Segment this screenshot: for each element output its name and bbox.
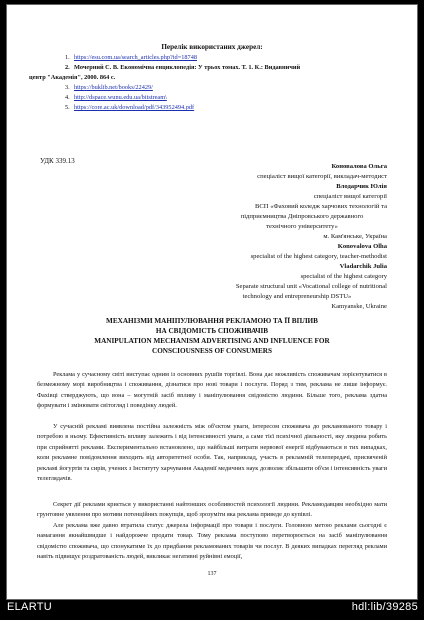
page-number: 137	[207, 571, 217, 577]
reference-item	[65, 104, 194, 111]
reference-item	[65, 84, 153, 91]
author-affiliation-en: technology and entrepreneurship DSTU»	[242, 293, 352, 300]
author-affiliation-en: Separate structural unit «Vocational college of nutritional	[235, 283, 387, 290]
reference-number: 3.	[65, 84, 70, 91]
reference-link[interactable]: https://esu.com.ua/search_articles.php?id=18748	[74, 54, 197, 61]
reference-number: 5.	[65, 104, 70, 111]
footer-handle: hdl:lib/39285	[351, 601, 418, 613]
reference-text: Мочерний С. В. Економічна енциклопедія: У трьох томах. Т. 1. К.: Видавничий	[74, 64, 301, 71]
author-affiliation: підприємництва Дніпровського державного	[240, 213, 364, 220]
reference-link[interactable]: http://dspace.wunu.edu.ua/bitstream\	[74, 94, 167, 101]
reference-link[interactable]: https://buklib.net/books/22429/	[74, 84, 153, 91]
reference-text-continued: центр "Академія", 2000. 864 с.	[29, 74, 116, 81]
article-title-en: CONSCIOUSNESS OF CONSUMERS	[152, 347, 272, 355]
article-title-ua: НА СВІДОМІСТЬ СПОЖИВАЧІВ	[155, 327, 269, 335]
footer-repository-label: ELARTU	[7, 601, 52, 613]
body-paragraph: Реклама у сучасному світі виступає одним із основних рушіїв торгівлі. Вона дає можливість споживачам зорієнтуватися в безмежному морі виробництва і споживання, дізнатися про нові товари і послуги. Поряд з тим, реклама не лише інформує. Фахівці стверджують, що вона – могутній засіб впливу і маніпулювання свідомістю людини. Більше того, реклама здатна формувати і змінювати світогляд і поведінку людей.	[37, 371, 387, 410]
udk-code: УДК 339.13	[40, 157, 75, 165]
body-paragraph: Секрет дії реклами криється у використанні найтонших особливостей психології людини. Рекламодавцям необхідно мати грунтовне уявлення про мотиви потенційних покупців, щоб зрозуміти яка реклама приведе до купівлі.	[37, 501, 387, 519]
article-title-ua: МЕХАНІЗМИ МАНІПУЛЮВАННЯ РЕКЛАМОЮ ТА ЇЇ ВПЛИВ	[106, 317, 318, 325]
author-location: м. Кам'янське, Україна	[323, 233, 387, 240]
reference-number: 2.	[65, 64, 70, 71]
body-paragraph: У сучасній рекламі виявлена постійна залежність між об'єктом уваги, інтересом споживача до рекламованого товару і потребою в ньому. Ефективність впливу залежить і від інтенсивності уваги, а саме тієї психічної діяльності, яку людина робить при сприйнятті реклами. Експериментально встановлено, що найбільші витрати нервової енергії відбуваються в тих випадках, коли рекламне повідомлення виходить від авторитетної особи. Так, наприклад, участь в рекламній телепередачі, присвяченій рекламі йогуртів та сирів, учених з Інституту харчування Академії медичних наук дозволяє збільшити об'єм і інтенсивність уваги телеглядачів.	[37, 423, 387, 483]
body-paragraph: Але реклама вже давно втратила статус джерела інформації про товари і послуги. Головною метою реклами сьогодні є намагання якнайшвидше і найдорожче продати товар. Тому реклама поступово перетворюється на засіб маніпулювання свідомістю споживача, що спонукатиме їх до придбання рекламованих товарів чи послуг. В деяких випадках перегляд реклами навіть підвищує роздратованість людей, викликає негативні руйнівні емоції,	[37, 522, 387, 561]
author-name: Влодарчик Юлія	[336, 183, 387, 190]
reference-number: 1.	[65, 54, 70, 61]
article-title-en: MANIPULATION MECHANISM ADVERTISING AND INFLUENCE FOR	[94, 337, 330, 345]
references-heading: Перелік використаних джерел:	[161, 43, 263, 51]
author-name-en: Konovalova Olha	[337, 243, 387, 250]
author-name-en: Vladarchik Julia	[339, 263, 387, 270]
reference-number: 4.	[65, 94, 70, 101]
author-name: Коновалова Ольга	[331, 163, 387, 170]
reference-link[interactable]: https://core.ac.uk/download/pdf/343952494.pdf	[74, 104, 195, 111]
reference-item	[65, 54, 197, 61]
author-location-en: Kamyanske, Ukraine	[331, 303, 387, 310]
document-page	[6, 4, 418, 600]
reference-item	[65, 64, 300, 71]
author-position-en: specialist of the highest category	[300, 273, 387, 280]
author-position-en: specialist of the highest category, teacher-methodist	[250, 253, 387, 260]
author-affiliation: ВСП «Фаховий коледж харчових технологій та	[255, 203, 387, 210]
reference-item	[65, 94, 167, 101]
author-position: спеціаліст вищої категорії	[313, 193, 387, 200]
author-position: спеціаліст вищої категорії, викладач-методист	[257, 173, 387, 180]
author-affiliation: технічного університету»	[266, 223, 338, 230]
